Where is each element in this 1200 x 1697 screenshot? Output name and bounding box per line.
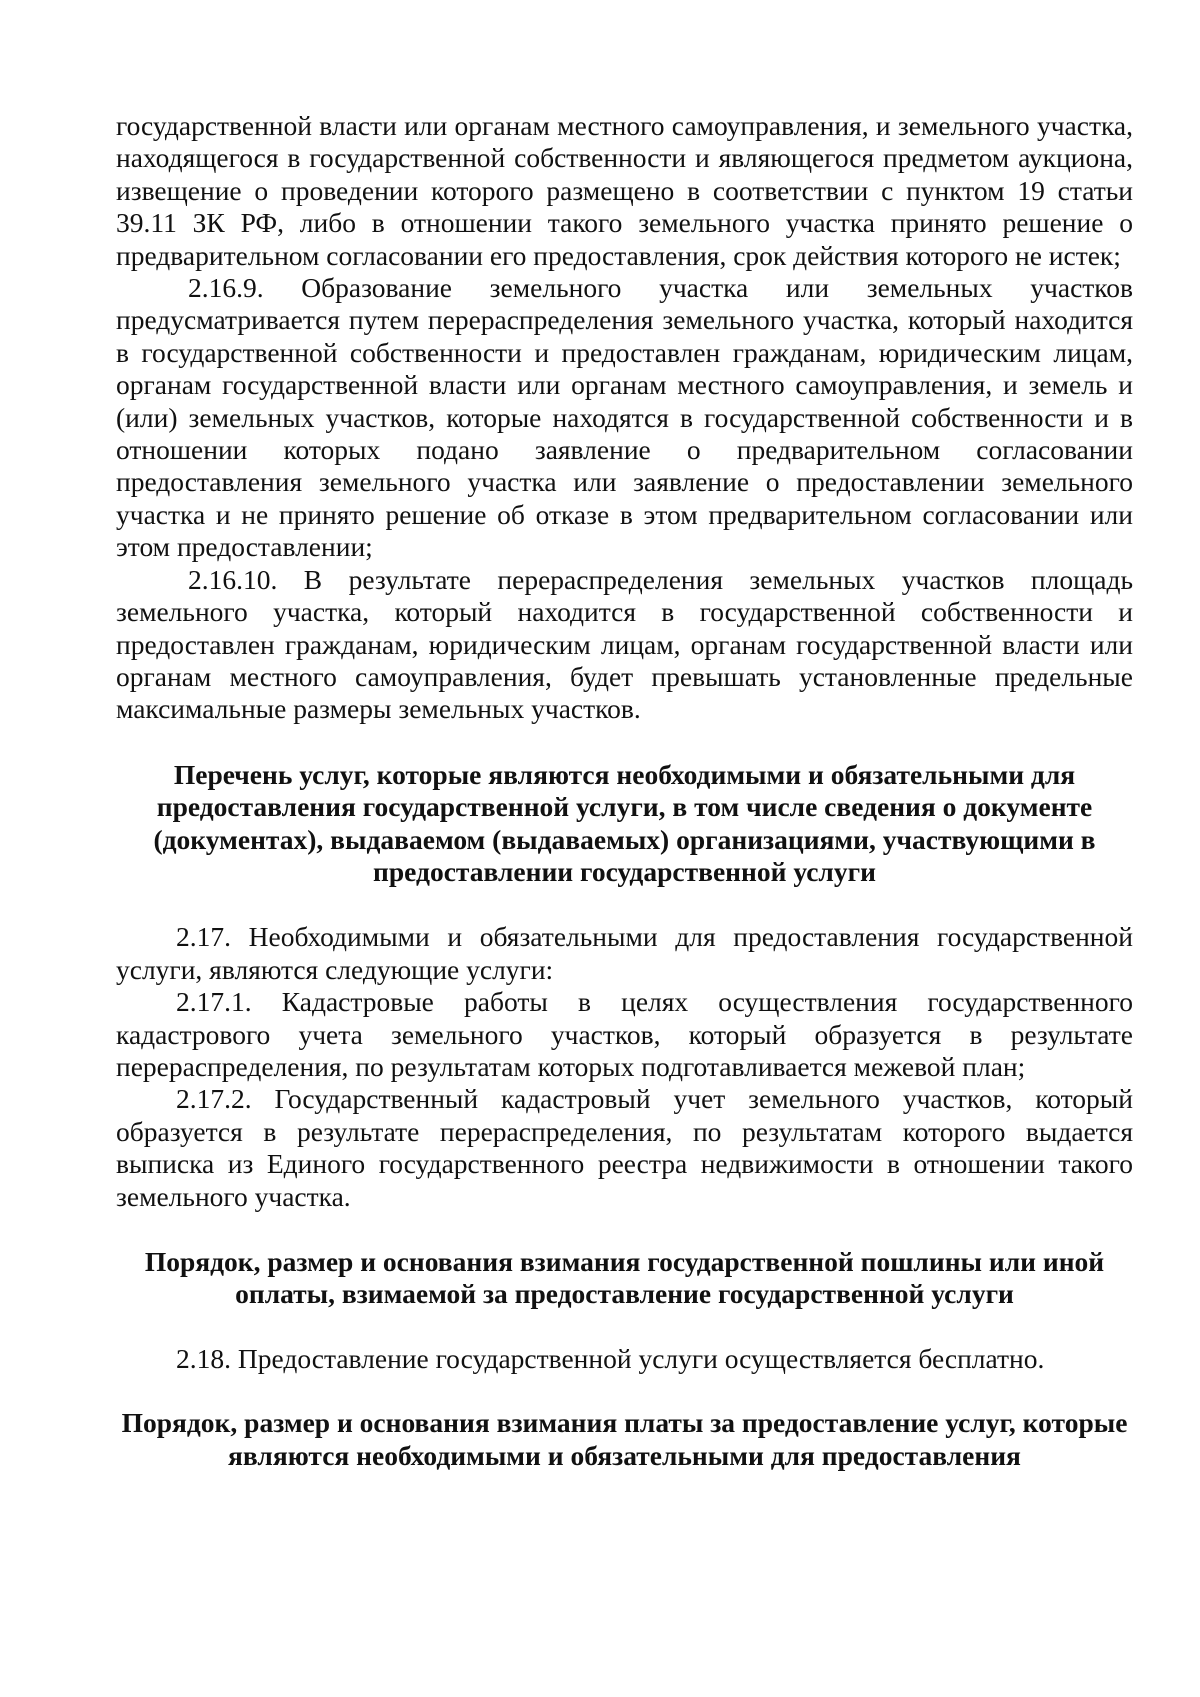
- paragraph-2-16-9: 2.16.9. Образование земельного участка или земельных участков предусматривается путем перераспределения земельного участка, который находится в государственной собственности и предоставлен гражданам, юридическим лицам, органам государственной власти или органам местного самоуправления, и земель и (или) земельных участков, которые находятся в государственной собственности и в отношении которых подано заявление о предварительном согласовании предоставления земельного участка или заявление о предоставлении земельного участка и не принято решение об отказе в этом предварительном согласовании или этом предоставлении;: [116, 272, 1133, 563]
- paragraph-2-17-2: 2.17.2. Государственный кадастровый учет земельного участков, который образуется в результате перераспределения, по результатам которого выдается выписка из Единого государственного реестра недвижимости в отношении такого земельного участка.: [116, 1083, 1133, 1212]
- paragraph-2-16-10: 2.16.10. В результате перераспределения земельных участков площадь земельного участка, который находится в государственной собственности и предоставлен гражданам, юридическим лицам, органам государственной власти или органам местного самоуправления, будет превышать установленные предельные максимальные размеры земельных участков.: [116, 563, 1133, 725]
- spacer: [116, 1375, 1133, 1407]
- heading-services-list: Перечень услуг, которые являются необходимыми и обязательными для предоставления государственной услуги, в том числе сведения о документе (документах), выдаваемом (выдаваемых) организациями, участвующими в предоставлении государственной услуги: [153, 758, 1096, 887]
- spacer: [116, 888, 1133, 921]
- heading-fee: Порядок, размер и основания взимания государственной пошлины или иной оплаты, взимаемой за предоставление государственной услуги: [144, 1246, 1105, 1310]
- heading-payment: Порядок, размер и основания взимания платы за предоставление услуг, которые являются необходимыми и обязательными для предоставления: [121, 1407, 1128, 1471]
- spacer: [116, 1213, 1133, 1246]
- paragraph-2-18: 2.18. Предоставление государственной услуги осуществляется бесплатно.: [176, 1342, 1045, 1374]
- document-page: [116, 110, 1133, 1472]
- spacer: [116, 726, 1133, 759]
- paragraph-2-17: 2.17. Необходимыми и обязательными для предоставления государственной услуги, являются следующие услуги:: [116, 921, 1133, 985]
- paragraph-continuation: государственной власти или органам местного самоуправления, и земельного участка, находящегося в государственной собственности и являющегося предметом аукциона, извещение о проведении которого размещено в соответствии с пунктом 19 статьи 39.11 ЗК РФ, либо в отношении такого земельного участка принято решение о предварительном согласовании его предоставления, срок действия которого не истек;: [116, 110, 1133, 271]
- paragraph-2-17-1: 2.17.1. Кадастровые работы в целях осуществления государственного кадастрового учета земельного участков, который образуется в результате перераспределения, по результатам которых подготавливается межевой план;: [116, 986, 1133, 1082]
- spacer: [116, 1311, 1133, 1343]
